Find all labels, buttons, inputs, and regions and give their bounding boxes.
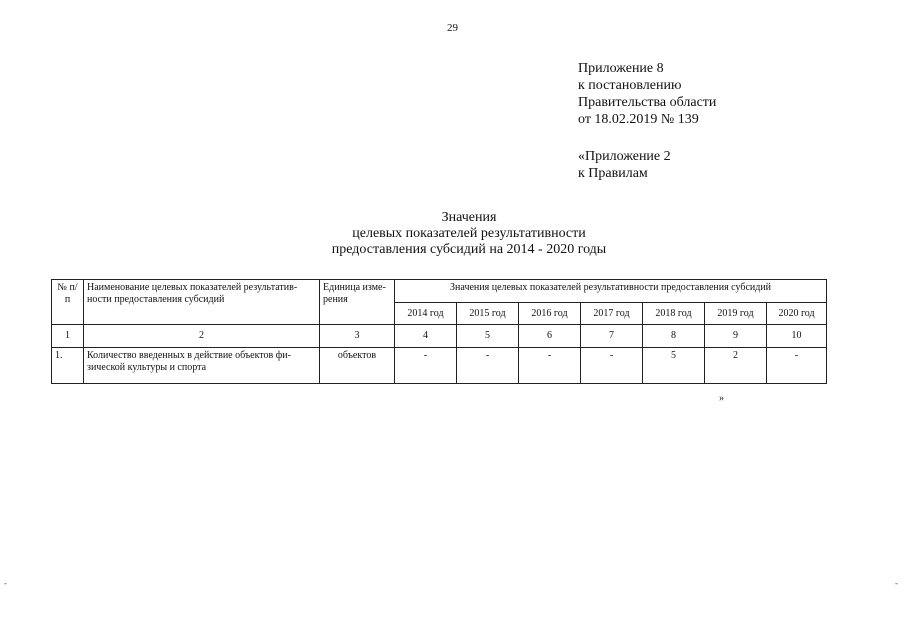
- document-title: [0, 210, 905, 258]
- row-value: 2: [705, 348, 767, 384]
- column-number: 6: [519, 325, 581, 348]
- column-number: 2: [84, 325, 320, 348]
- header-year: 2017 год: [581, 303, 643, 325]
- page-number: 29: [447, 22, 458, 34]
- appendix-line: от 18.02.2019 № 139: [578, 112, 699, 127]
- closing-quote: »: [719, 393, 724, 404]
- header-year: 2018 год: [643, 303, 705, 325]
- appendix-block: [578, 60, 716, 182]
- title-line: целевых показателей результативности: [352, 226, 586, 241]
- column-number: 10: [767, 325, 827, 348]
- column-number: 4: [395, 325, 457, 348]
- edge-mark-left: -: [4, 578, 7, 588]
- column-number: 3: [320, 325, 395, 348]
- table-row: [52, 348, 827, 384]
- header-unit: Единица изме-рения: [320, 280, 395, 325]
- row-num: 1.: [52, 348, 84, 384]
- header-year: 2014 год: [395, 303, 457, 325]
- row-value: -: [519, 348, 581, 384]
- header-year: 2016 год: [519, 303, 581, 325]
- indicators-table: [51, 279, 827, 384]
- column-number: 9: [705, 325, 767, 348]
- title-line: предоставления субсидий на 2014 - 2020 годы: [331, 242, 607, 257]
- row-value: -: [395, 348, 457, 384]
- column-number: 1: [52, 325, 84, 348]
- row-value: 5: [643, 348, 705, 384]
- header-num: № п/п: [52, 280, 84, 325]
- row-value: -: [457, 348, 519, 384]
- header-year: 2019 год: [705, 303, 767, 325]
- header-name: Наименование целевых показателей результатив-ности предоставления субсидий: [84, 280, 320, 325]
- row-value: -: [767, 348, 827, 384]
- header-values-group: Значения целевых показателей результативности предоставления субсидий: [395, 280, 827, 303]
- row-unit: объектов: [320, 348, 395, 384]
- row-name: Количество введенных в действие объектов фи-зической культуры и спорта: [84, 348, 320, 384]
- title-line: Значения: [441, 210, 497, 225]
- sub-appendix-line: «Приложение 2: [578, 149, 671, 164]
- appendix-line: к постановлению: [578, 78, 682, 93]
- edge-mark-right: -: [895, 578, 898, 588]
- appendix-line: Приложение 8: [578, 61, 664, 76]
- row-value: -: [581, 348, 643, 384]
- sub-appendix-line: к Правилам: [578, 166, 648, 181]
- header-year: 2015 год: [457, 303, 519, 325]
- appendix-line: Правительства области: [578, 95, 717, 110]
- header-year: 2020 год: [767, 303, 827, 325]
- column-number: 7: [581, 325, 643, 348]
- column-number: 8: [643, 325, 705, 348]
- column-number: 5: [457, 325, 519, 348]
